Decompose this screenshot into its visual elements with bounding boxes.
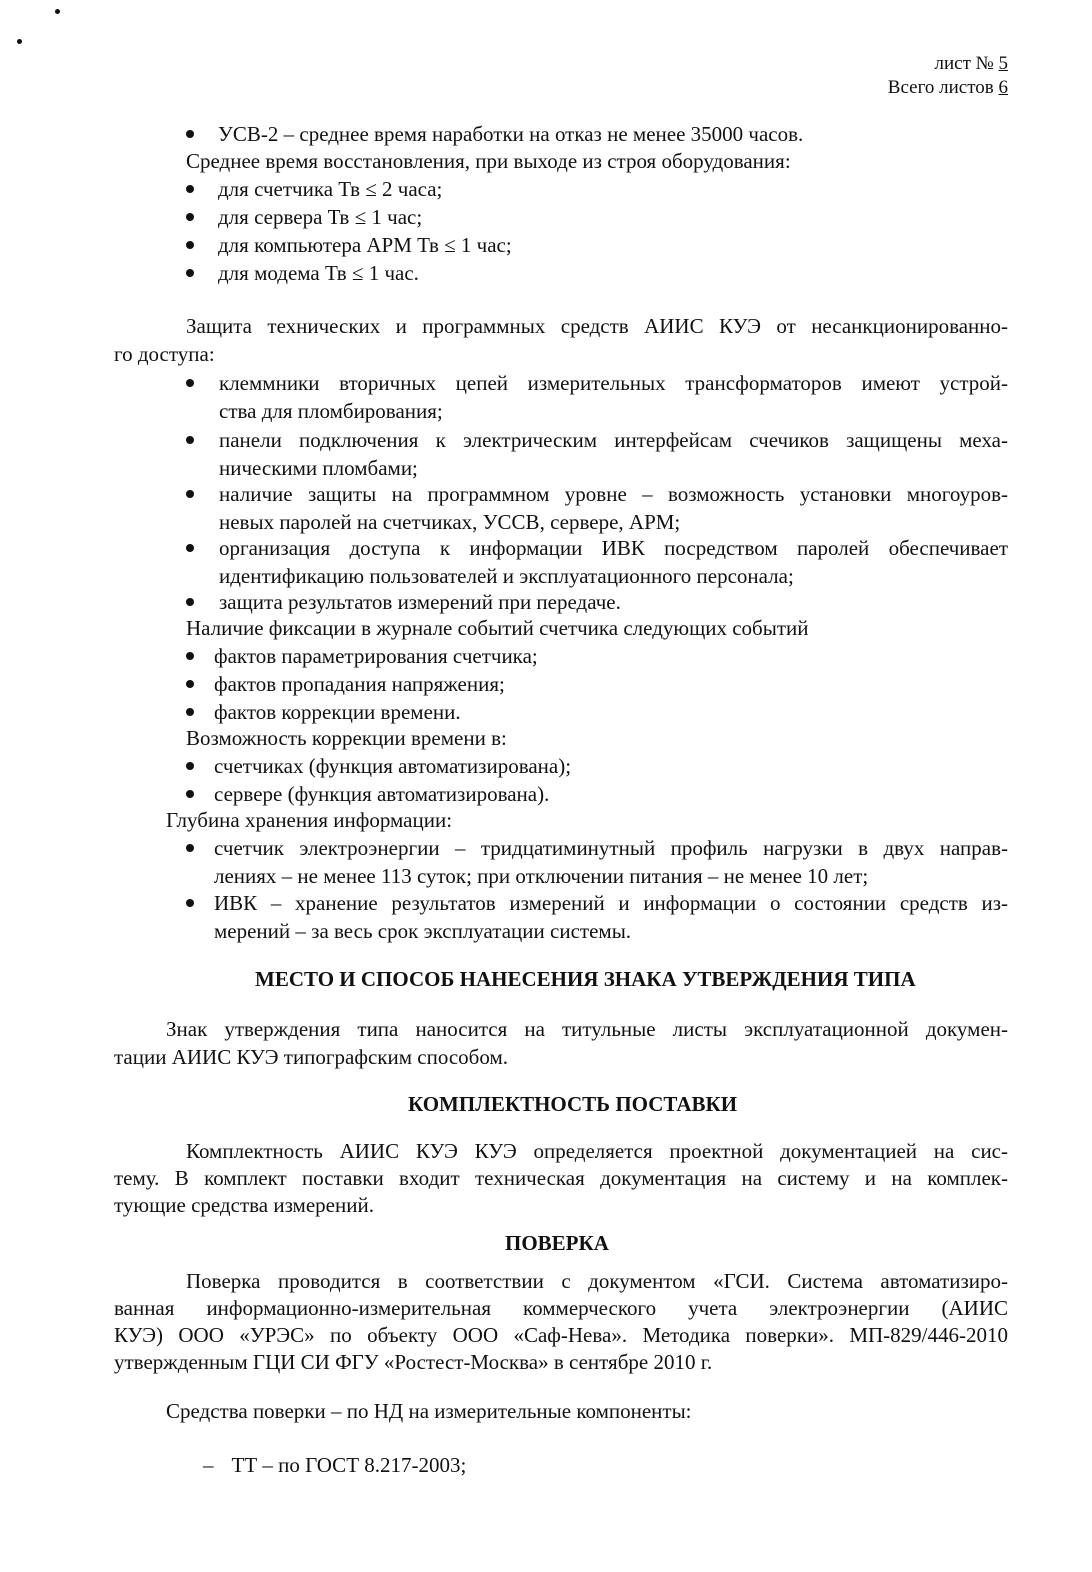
storage-intro: Глубина хранения информации: — [166, 808, 453, 832]
list-item-text: панели подключения к электрическим интерфейсам счечиков защищены меха- — [219, 428, 1008, 452]
list-item — [186, 231, 512, 259]
time-correction-intro: Возможность коррекции времени в: — [186, 726, 507, 750]
list-item-text: УСВ-2 – среднее время наработки на отказ не менее 35000 часов. — [218, 122, 804, 146]
bullet-icon — [186, 379, 194, 387]
list-item — [186, 175, 442, 203]
bullet-icon — [186, 269, 194, 277]
protection-intro-cont: го доступа: — [114, 342, 215, 366]
protection-intro: Защита технических и программных средств АИИС КУЭ от несанкционированно- — [186, 314, 1008, 338]
list-item — [186, 120, 803, 148]
list-item — [186, 698, 461, 726]
list-item — [186, 642, 538, 670]
bullet-icon — [186, 762, 194, 770]
list-item-text: фактов коррекции времени. — [214, 700, 461, 724]
list-item — [186, 534, 194, 562]
list-item-text: организация доступа к информации ИВК посредством паролей обеспечивает — [219, 536, 1008, 560]
bullet-icon — [186, 213, 194, 221]
list-item — [186, 588, 194, 616]
list-item-text: защита результатов измерений при передаче. — [219, 590, 621, 614]
recovery-intro: Среднее время восстановления, при выходе из строя оборудования: — [186, 149, 791, 173]
bullet-icon — [186, 844, 194, 852]
total-number: 6 — [998, 77, 1008, 98]
verification-tools-intro: Средства поверки – по НД на измерительные компоненты: — [166, 1399, 692, 1423]
list-item — [186, 203, 422, 231]
verification-paragraph-cont: КУЭ) ООО «УРЭС» по объекту ООО «Саф-Нева». Методика поверки». МП-829/446-2010 — [114, 1323, 1008, 1347]
bullet-icon — [186, 241, 194, 249]
list-item-text: лениях – не менее 113 суток; при отключении питания – не менее 10 лет; — [214, 864, 869, 888]
bullet-icon — [186, 185, 194, 193]
list-item-text: клеммники вторичных цепей измерительных трансформаторов имеют устрой- — [219, 371, 1008, 395]
scan-speck — [55, 9, 60, 14]
section-heading-sign: МЕСТО И СПОСОБ НАНЕСЕНИЯ ЗНАКА УТВЕРЖДЕНИЯ ТИПА — [255, 967, 916, 991]
list-item-text: ТТ – по ГОСТ 8.217-2003; — [231, 1453, 467, 1477]
list-item — [186, 752, 571, 780]
sign-paragraph: Знак утверждения типа наносится на титульные листы эксплуатационной докумен- — [166, 1017, 1008, 1041]
bullet-icon — [186, 708, 194, 716]
list-item-text: ническими пломбами; — [219, 456, 418, 480]
bullet-icon — [186, 899, 194, 907]
list-item-text: мерений – за весь срок эксплуатации системы. — [214, 919, 632, 943]
list-item-text: ства для пломбирования; — [219, 399, 443, 423]
bullet-icon — [186, 436, 194, 444]
list-item-text: счетчиках (функция автоматизирована); — [214, 754, 572, 778]
bullet-icon — [186, 490, 194, 498]
dash-marker: – — [203, 1453, 214, 1477]
list-item — [186, 259, 419, 287]
completeness-paragraph-cont: тему. В комплект поставки входит техническая документация на систему и на комплек- — [114, 1166, 1008, 1190]
list-item — [186, 780, 549, 808]
bullet-icon — [186, 652, 194, 660]
sheet-number: 5 — [998, 53, 1008, 74]
list-item — [186, 889, 194, 917]
verification-paragraph-end: утвержденным ГЦИ СИ ФГУ «Ростест-Москва» в сентябре 2010 г. — [114, 1350, 713, 1374]
completeness-paragraph: Комплектность АИИС КУЭ КУЭ определяется проектной документацией на сис- — [186, 1139, 1008, 1163]
verification-paragraph: Поверка проводится в соответствии с документом «ГСИ. Система автоматизиро- — [186, 1269, 1008, 1293]
list-item — [186, 369, 194, 397]
list-item — [186, 670, 505, 698]
list-item-text: невых паролей на счетчиках, УССВ, сервере, АРМ; — [219, 510, 681, 534]
completeness-paragraph-end: тующие средства измерений. — [114, 1193, 374, 1217]
sign-paragraph-cont: тации АИИС КУЭ типографским способом. — [114, 1045, 508, 1069]
sheet-number-line — [888, 52, 1008, 76]
list-item-text: для сервера Тв ≤ 1 час; — [218, 205, 423, 229]
list-item — [186, 480, 194, 508]
list-item-text: для модема Тв ≤ 1 час. — [218, 261, 419, 285]
list-item-text: ИВК – хранение результатов измерений и информации о состоянии средств из- — [214, 891, 1008, 915]
list-item-text: для счетчика Тв ≤ 2 часа; — [218, 177, 443, 201]
section-heading-completeness: КОМПЛЕКТНОСТЬ ПОСТАВКИ — [408, 1092, 738, 1116]
bullet-icon — [186, 598, 194, 606]
total-label: Всего листов — [887, 77, 994, 98]
scan-speck — [17, 39, 22, 44]
list-item-text: фактов параметрирования счетчика; — [214, 644, 538, 668]
list-item-text: идентификацию пользователей и эксплуатационного персонала; — [219, 564, 794, 588]
list-item-text: сервере (функция автоматизирована). — [214, 782, 550, 806]
verification-paragraph-cont: ванная информационно-измерительная коммерческого учета электроэнергии (АИИС — [114, 1296, 1008, 1320]
total-sheets-line — [888, 76, 1008, 100]
list-item — [186, 834, 194, 862]
bullet-icon — [186, 680, 194, 688]
page-header — [888, 52, 1008, 100]
events-intro: Наличие фиксации в журнале событий счетчика следующих событий — [186, 616, 809, 640]
list-item-text: фактов пропадания напряжения; — [214, 672, 505, 696]
list-item-text: наличие защиты на программном уровне – возможность установки многоуров- — [219, 482, 1008, 506]
list-item — [186, 426, 194, 454]
list-item-text: счетчик электроэнергии – тридцатиминутный профиль нагрузки в двух направ- — [214, 836, 1008, 860]
bullet-icon — [186, 790, 194, 798]
list-item — [203, 1451, 466, 1479]
bullet-icon — [186, 544, 194, 552]
section-heading-verification: ПОВЕРКА — [505, 1231, 609, 1255]
sheet-label: лист № — [934, 53, 994, 74]
bullet-icon — [186, 130, 194, 138]
list-item-text: для компьютера АРМ Тв ≤ 1 час; — [218, 233, 512, 257]
